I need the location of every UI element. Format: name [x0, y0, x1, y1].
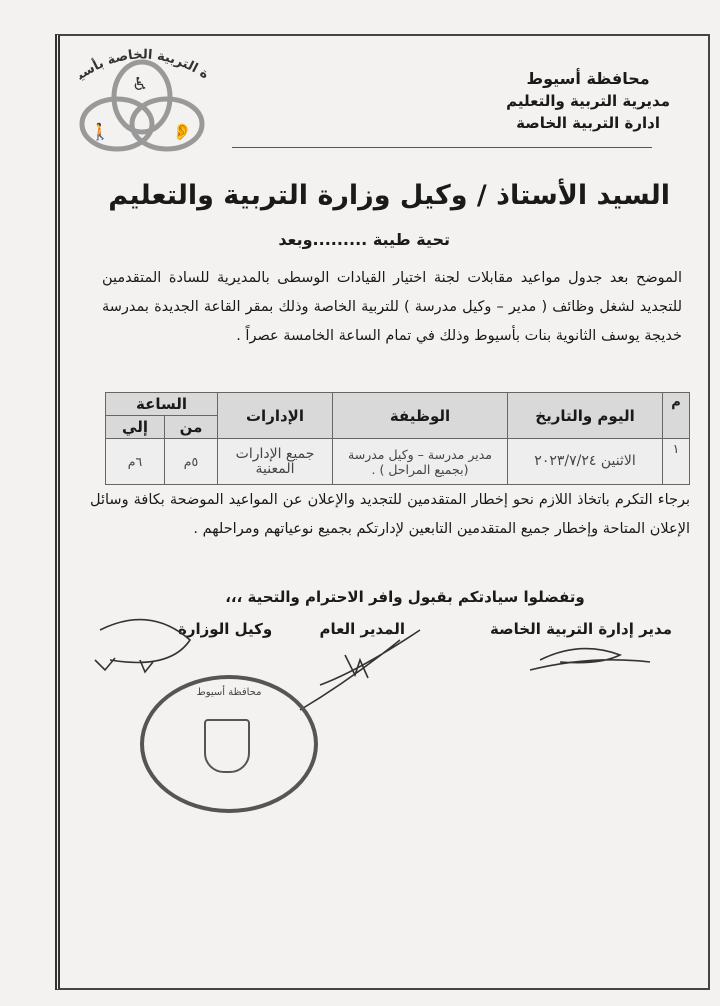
directorate: مديرية التربية والتعليم: [506, 92, 670, 110]
col-date: اليوم والتاريخ: [508, 393, 663, 439]
schedule-table: [105, 392, 690, 485]
col-time: الساعة: [106, 393, 218, 416]
col-num: م: [663, 393, 690, 439]
signature-general-director: المدير العام: [319, 620, 405, 638]
logo: [62, 42, 222, 152]
addressee-title: السيد الأستاذ / وكيل وزارة التربية والتعليم: [108, 180, 670, 211]
svg-text:🚶: 🚶: [90, 122, 110, 141]
letterhead: [506, 68, 670, 134]
svg-text:♿: ♿: [132, 74, 149, 95]
col-from: من: [165, 416, 218, 439]
handwritten-signatures: [0, 600, 720, 800]
cell-job: مدير مدرسة – وكيل مدرسة (بجميع المراحل ) .: [333, 439, 508, 485]
svg-text:👂: 👂: [172, 122, 192, 141]
request-paragraph: برجاء التكرم باتخاذ اللازم نحو إخطار المتقدمين للتجديد والإعلان عن المواعيد الموضحة بكافة وسائل الإعلان المتاحة وإخطار جميع المتقدمين التابعين لإدارتكم بجميع نوعياتهم ومراحلهم .: [90, 492, 690, 537]
official-stamp: [140, 675, 318, 813]
col-to: إلي: [106, 416, 165, 439]
closing: وتفضلوا سيادتكم بقبول وافر الاحترام والتحية ،،،: [225, 588, 585, 606]
cell-to: ٦م: [106, 439, 165, 485]
header-divider: [232, 147, 652, 148]
col-admins: الإدارات: [218, 393, 333, 439]
logo-text: ة التربية الخاصة بأسي: [74, 47, 212, 84]
cell-admins: جميع الإدارات المعنية: [218, 439, 333, 485]
cell-num: ١: [663, 439, 690, 485]
greeting: تحية طيبة .........وبعد: [278, 230, 450, 249]
eagle-emblem-icon: [204, 719, 250, 773]
department: ادارة التربية الخاصة: [516, 114, 660, 132]
cell-date: الاثنين ٢٠٢٣/٧/٢٤: [508, 439, 663, 485]
signature-special-ed: مدير إدارة التربية الخاصة: [490, 620, 672, 638]
governorate: محافظة أسيوط: [526, 69, 650, 88]
stamp-text: محافظة أسيوط: [196, 687, 262, 698]
intro-paragraph: الموضح بعد جدول مواعيد مقابلات لجنة اختيار القيادات الوسطى بالمديرية للسادة المتقدمين للتجديد لشغل وظائف ( مدير – وكيل مدرسة ) للتربية الخاصة وذلك بمقر القاعة الجديدة بمدرسة خديجة يوسف الثانوية بنات بأسيوط وذلك في تمام الساعة الخامسة عصراً .: [102, 270, 682, 344]
signature-deputy: وكيل الوزارة: [178, 620, 273, 638]
table-row: [106, 439, 690, 485]
cell-from: ٥م: [165, 439, 218, 485]
col-job: الوظيفة: [333, 393, 508, 439]
